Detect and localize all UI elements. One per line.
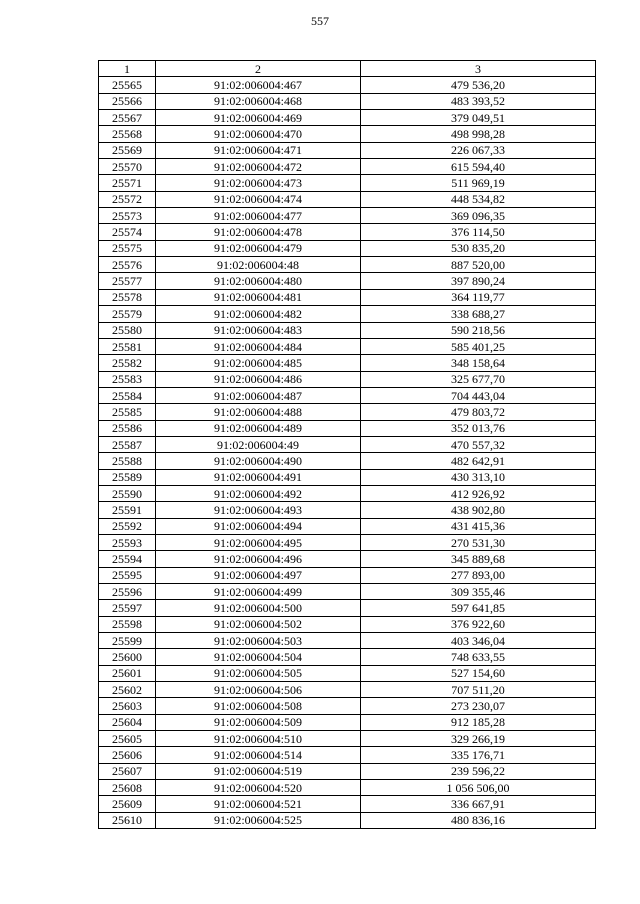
cadastral-number-cell: 91:02:006004:520 xyxy=(156,780,361,796)
cadastral-value-cell: 590 218,56 xyxy=(361,322,596,338)
cadastral-value-cell: 239 596,22 xyxy=(361,763,596,779)
row-number-cell: 25589 xyxy=(99,469,156,485)
table-row xyxy=(99,420,596,436)
table-row xyxy=(99,665,596,681)
table-row xyxy=(99,551,596,567)
cadastral-value-cell: 597 641,85 xyxy=(361,600,596,616)
row-number-cell: 25575 xyxy=(99,240,156,256)
column-header-1: 1 xyxy=(99,61,156,77)
row-number-cell: 25608 xyxy=(99,780,156,796)
cadastral-number-cell: 91:02:006004:481 xyxy=(156,289,361,305)
table-row xyxy=(99,371,596,387)
table-row xyxy=(99,93,596,109)
table-row xyxy=(99,780,596,796)
cadastral-number-cell: 91:02:006004:480 xyxy=(156,273,361,289)
cadastral-value-cell: 376 922,60 xyxy=(361,616,596,632)
cadastral-value-cell: 403 346,04 xyxy=(361,633,596,649)
table-row xyxy=(99,747,596,763)
cadastral-number-cell: 91:02:006004:471 xyxy=(156,142,361,158)
table-row xyxy=(99,322,596,338)
row-number-cell: 25596 xyxy=(99,584,156,600)
row-number-cell: 25580 xyxy=(99,322,156,338)
row-number-cell: 25586 xyxy=(99,420,156,436)
cadastral-value-cell: 338 688,27 xyxy=(361,306,596,322)
cadastral-value-cell: 707 511,20 xyxy=(361,682,596,698)
table-row xyxy=(99,698,596,714)
table-row xyxy=(99,796,596,812)
table-row xyxy=(99,338,596,354)
row-number-cell: 25605 xyxy=(99,731,156,747)
row-number-cell: 25600 xyxy=(99,649,156,665)
table-row xyxy=(99,469,596,485)
cadastral-number-cell: 91:02:006004:505 xyxy=(156,665,361,681)
row-number-cell: 25595 xyxy=(99,567,156,583)
table-row xyxy=(99,714,596,730)
row-number-cell: 25571 xyxy=(99,175,156,191)
row-number-cell: 25585 xyxy=(99,404,156,420)
cadastral-number-cell: 91:02:006004:503 xyxy=(156,633,361,649)
table-row xyxy=(99,682,596,698)
table-row xyxy=(99,518,596,534)
cadastral-value-cell: 470 557,32 xyxy=(361,436,596,452)
cadastral-number-cell: 91:02:006004:510 xyxy=(156,731,361,747)
table-body xyxy=(99,77,596,829)
table-row xyxy=(99,289,596,305)
table-row xyxy=(99,485,596,501)
row-number-cell: 25610 xyxy=(99,812,156,828)
cadastral-value-cell: 887 520,00 xyxy=(361,257,596,273)
row-number-cell: 25606 xyxy=(99,747,156,763)
cadastral-value-cell: 483 393,52 xyxy=(361,93,596,109)
cadastral-value-cell: 412 926,92 xyxy=(361,485,596,501)
cadastral-number-cell: 91:02:006004:474 xyxy=(156,191,361,207)
row-number-cell: 25576 xyxy=(99,257,156,273)
row-number-cell: 25590 xyxy=(99,485,156,501)
table-row xyxy=(99,126,596,142)
cadastral-number-cell: 91:02:006004:504 xyxy=(156,649,361,665)
cadastral-number-cell: 91:02:006004:487 xyxy=(156,387,361,403)
cadastral-value-cell: 336 667,91 xyxy=(361,796,596,812)
page-number: 557 xyxy=(311,14,329,28)
cadastral-number-cell: 91:02:006004:495 xyxy=(156,534,361,550)
cadastral-value-cell: 498 998,28 xyxy=(361,126,596,142)
cadastral-value-cell: 912 185,28 xyxy=(361,714,596,730)
table-row xyxy=(99,240,596,256)
cadastral-value-cell: 511 969,19 xyxy=(361,175,596,191)
column-header-2: 2 xyxy=(156,61,361,77)
cadastral-number-cell: 91:02:006004:490 xyxy=(156,453,361,469)
cadastral-value-cell: 369 096,35 xyxy=(361,208,596,224)
cadastral-number-cell: 91:02:006004:478 xyxy=(156,224,361,240)
cadastral-value-cell: 397 890,24 xyxy=(361,273,596,289)
cadastral-value-cell: 704 443,04 xyxy=(361,387,596,403)
row-number-cell: 25565 xyxy=(99,77,156,93)
table-row xyxy=(99,731,596,747)
cadastral-value-cell: 448 534,82 xyxy=(361,191,596,207)
row-number-cell: 25579 xyxy=(99,306,156,322)
row-number-cell: 25601 xyxy=(99,665,156,681)
row-number-cell: 25592 xyxy=(99,518,156,534)
table-row xyxy=(99,159,596,175)
table-row xyxy=(99,436,596,452)
cadastral-value-cell: 438 902,80 xyxy=(361,502,596,518)
table-row xyxy=(99,567,596,583)
row-number-cell: 25591 xyxy=(99,502,156,518)
cadastral-number-cell: 91:02:006004:519 xyxy=(156,763,361,779)
row-number-cell: 25567 xyxy=(99,110,156,126)
cadastral-number-cell: 91:02:006004:499 xyxy=(156,584,361,600)
row-number-cell: 25602 xyxy=(99,682,156,698)
cadastral-number-cell: 91:02:006004:489 xyxy=(156,420,361,436)
cadastral-number-cell: 91:02:006004:467 xyxy=(156,77,361,93)
cadastral-number-cell: 91:02:006004:496 xyxy=(156,551,361,567)
cadastral-number-cell: 91:02:006004:514 xyxy=(156,747,361,763)
cadastral-value-cell: 748 633,55 xyxy=(361,649,596,665)
table-row xyxy=(99,175,596,191)
row-number-cell: 25593 xyxy=(99,534,156,550)
cadastral-number-cell: 91:02:006004:49 xyxy=(156,436,361,452)
table-row xyxy=(99,812,596,828)
row-number-cell: 25607 xyxy=(99,763,156,779)
cadastral-value-cell: 325 677,70 xyxy=(361,371,596,387)
cadastral-number-cell: 91:02:006004:494 xyxy=(156,518,361,534)
row-number-cell: 25566 xyxy=(99,93,156,109)
cadastral-value-cell: 379 049,51 xyxy=(361,110,596,126)
row-number-cell: 25587 xyxy=(99,436,156,452)
cadastral-value-cell: 364 119,77 xyxy=(361,289,596,305)
cadastral-value-cell: 329 266,19 xyxy=(361,731,596,747)
cadastral-value-cell: 530 835,20 xyxy=(361,240,596,256)
cadastral-value-cell: 479 803,72 xyxy=(361,404,596,420)
cadastral-value-cell: 335 176,71 xyxy=(361,747,596,763)
cadastral-value-cell: 479 536,20 xyxy=(361,77,596,93)
row-number-cell: 25604 xyxy=(99,714,156,730)
row-number-cell: 25584 xyxy=(99,387,156,403)
row-number-cell: 25570 xyxy=(99,159,156,175)
cadastral-value-cell: 615 594,40 xyxy=(361,159,596,175)
table-row xyxy=(99,763,596,779)
cadastral-value-cell: 376 114,50 xyxy=(361,224,596,240)
cadastral-number-cell: 91:02:006004:525 xyxy=(156,812,361,828)
cadastral-number-cell: 91:02:006004:483 xyxy=(156,322,361,338)
table-row xyxy=(99,649,596,665)
table-row xyxy=(99,616,596,632)
cadastral-number-cell: 91:02:006004:509 xyxy=(156,714,361,730)
row-number-cell: 25582 xyxy=(99,355,156,371)
table-row xyxy=(99,306,596,322)
table-row xyxy=(99,584,596,600)
table-row xyxy=(99,191,596,207)
row-number-cell: 25572 xyxy=(99,191,156,207)
row-number-cell: 25573 xyxy=(99,208,156,224)
cadastral-number-cell: 91:02:006004:482 xyxy=(156,306,361,322)
row-number-cell: 25574 xyxy=(99,224,156,240)
cadastral-number-cell: 91:02:006004:477 xyxy=(156,208,361,224)
cadastral-number-cell: 91:02:006004:492 xyxy=(156,485,361,501)
table-row xyxy=(99,224,596,240)
row-number-cell: 25569 xyxy=(99,142,156,158)
cadastral-number-cell: 91:02:006004:506 xyxy=(156,682,361,698)
cadastral-value-cell: 309 355,46 xyxy=(361,584,596,600)
cadastral-number-cell: 91:02:006004:488 xyxy=(156,404,361,420)
cadastral-value-cell: 273 230,07 xyxy=(361,698,596,714)
table-row xyxy=(99,257,596,273)
table-row xyxy=(99,404,596,420)
cadastral-number-cell: 91:02:006004:486 xyxy=(156,371,361,387)
cadastral-value-cell: 430 313,10 xyxy=(361,469,596,485)
cadastral-value-cell: 1 056 506,00 xyxy=(361,780,596,796)
table-row xyxy=(99,77,596,93)
cadastral-number-cell: 91:02:006004:502 xyxy=(156,616,361,632)
table-row xyxy=(99,600,596,616)
cadastral-value-cell: 585 401,25 xyxy=(361,338,596,354)
cadastral-number-cell: 91:02:006004:485 xyxy=(156,355,361,371)
cadastral-number-cell: 91:02:006004:468 xyxy=(156,93,361,109)
cadastral-number-cell: 91:02:006004:473 xyxy=(156,175,361,191)
table-row xyxy=(99,534,596,550)
cadastral-value-cell: 482 642,91 xyxy=(361,453,596,469)
table-row xyxy=(99,633,596,649)
row-number-cell: 25581 xyxy=(99,338,156,354)
cadastral-value-cell: 270 531,30 xyxy=(361,534,596,550)
cadastral-value-table xyxy=(98,60,596,829)
cadastral-number-cell: 91:02:006004:508 xyxy=(156,698,361,714)
row-number-cell: 25588 xyxy=(99,453,156,469)
row-number-cell: 25598 xyxy=(99,616,156,632)
cadastral-value-cell: 226 067,33 xyxy=(361,142,596,158)
cadastral-value-cell: 352 013,76 xyxy=(361,420,596,436)
cadastral-number-cell: 91:02:006004:493 xyxy=(156,502,361,518)
table-row xyxy=(99,110,596,126)
table-row xyxy=(99,142,596,158)
cadastral-number-cell: 91:02:006004:469 xyxy=(156,110,361,126)
table-row xyxy=(99,502,596,518)
row-number-cell: 25577 xyxy=(99,273,156,289)
table-row xyxy=(99,273,596,289)
cadastral-number-cell: 91:02:006004:479 xyxy=(156,240,361,256)
table-header-row xyxy=(99,61,596,77)
row-number-cell: 25603 xyxy=(99,698,156,714)
row-number-cell: 25599 xyxy=(99,633,156,649)
table-row xyxy=(99,355,596,371)
row-number-cell: 25578 xyxy=(99,289,156,305)
cadastral-number-cell: 91:02:006004:470 xyxy=(156,126,361,142)
cadastral-number-cell: 91:02:006004:491 xyxy=(156,469,361,485)
cadastral-number-cell: 91:02:006004:497 xyxy=(156,567,361,583)
cadastral-value-cell: 348 158,64 xyxy=(361,355,596,371)
table-row xyxy=(99,387,596,403)
row-number-cell: 25609 xyxy=(99,796,156,812)
table-row xyxy=(99,208,596,224)
row-number-cell: 25597 xyxy=(99,600,156,616)
row-number-cell: 25583 xyxy=(99,371,156,387)
column-header-3: 3 xyxy=(361,61,596,77)
cadastral-value-cell: 345 889,68 xyxy=(361,551,596,567)
cadastral-number-cell: 91:02:006004:472 xyxy=(156,159,361,175)
cadastral-value-cell: 480 836,16 xyxy=(361,812,596,828)
cadastral-value-cell: 431 415,36 xyxy=(361,518,596,534)
cadastral-number-cell: 91:02:006004:500 xyxy=(156,600,361,616)
row-number-cell: 25594 xyxy=(99,551,156,567)
cadastral-value-cell: 277 893,00 xyxy=(361,567,596,583)
cadastral-number-cell: 91:02:006004:48 xyxy=(156,257,361,273)
cadastral-number-cell: 91:02:006004:521 xyxy=(156,796,361,812)
cadastral-value-cell: 527 154,60 xyxy=(361,665,596,681)
cadastral-number-cell: 91:02:006004:484 xyxy=(156,338,361,354)
table-row xyxy=(99,453,596,469)
row-number-cell: 25568 xyxy=(99,126,156,142)
